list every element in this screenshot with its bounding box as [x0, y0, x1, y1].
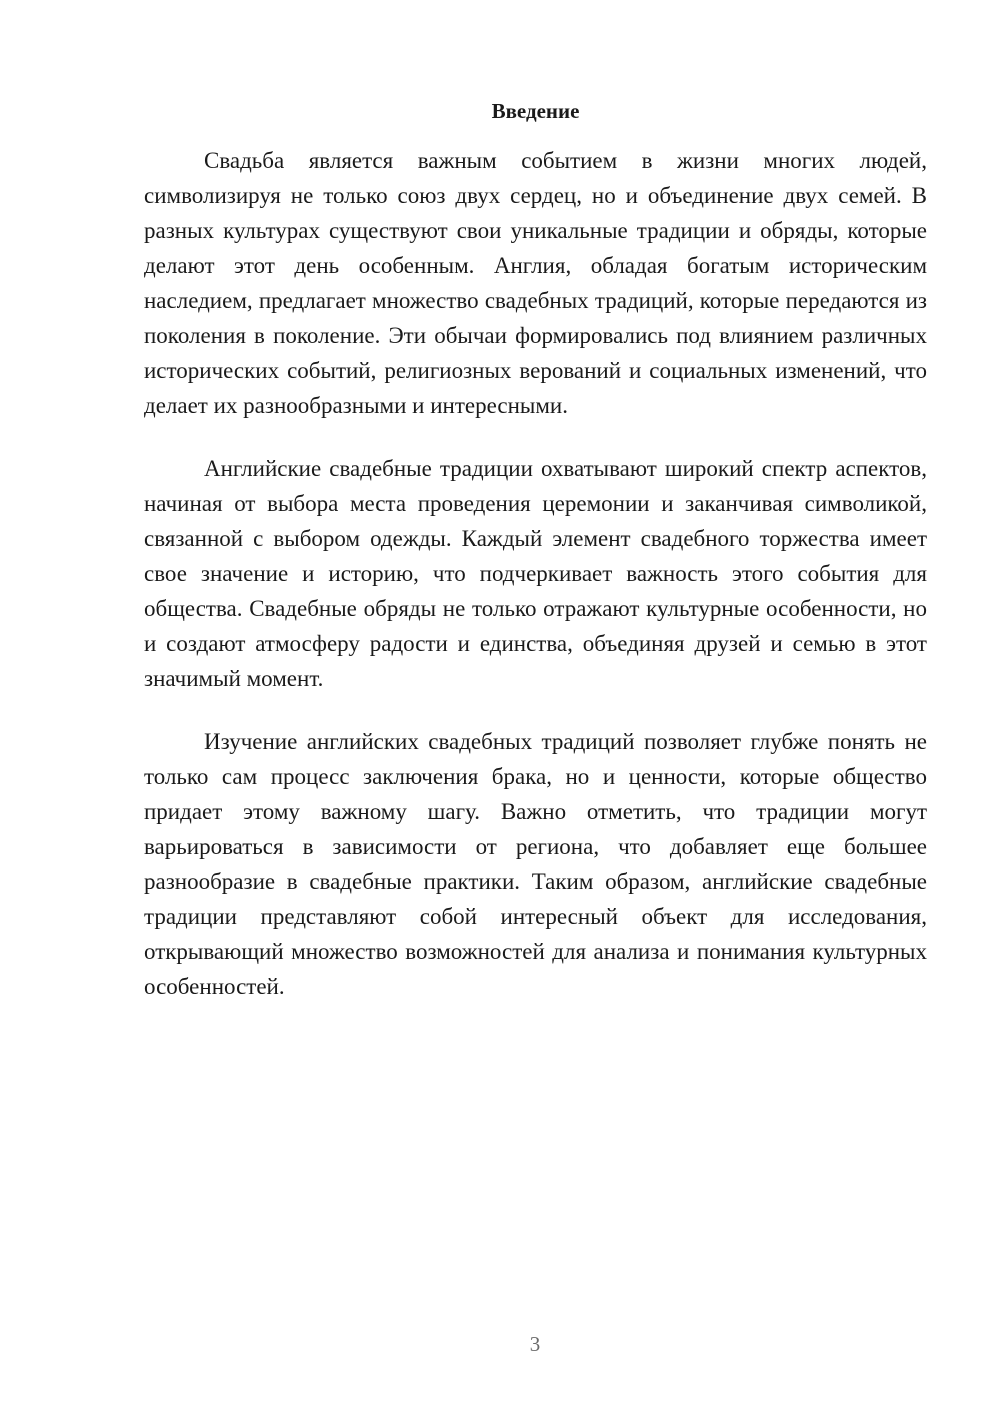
paragraph-1: Свадьба является важным событием в жизни многих людей, символизируя не только союз двух сердец, но и объединение двух семей. В разных культурах существуют свои уникальные традиции и обряды, которые делают этот день особенным. Англия, обладая богатым историческим наследием, предлагает множество свадебных традиций, которые передаются из поколения в поколение. Эти обычаи формировались под влиянием различных исторических событий, религиозных верований и социальных изменений, что делает их разнообразными и интересными. — [144, 148, 927, 418]
paragraph-3: Изучение английских свадебных традиций позволяет глубже понять не только сам процесс заключения брака, но и ценности, которые общество придает этому важному шагу. Важно отметить, что традиции могут варьироваться в зависимости от региона, что добавляет еще большее разнообразие в свадебные практики. Таким образом, английские свадебные традиции представляют собой интересный объект для исследования, открывающий множество возможностей для анализа и понимания культурных особенностей. — [144, 729, 927, 999]
body-text — [144, 143, 927, 1032]
page-number: 3 — [529, 1332, 541, 1356]
paragraph-2: Английские свадебные традиции охватывают широкий спектр аспектов, начиная от выбора места проведения церемонии и заканчивая символикой, связанной с выбором одежды. Каждый элемент свадебного торжества имеет свое значение и историю, что подчеркивает важность этого события для общества. Свадебные обряды не только отражают культурные особенности, но и создают атмосферу радости и единства, объединяя друзей и семью в этот значимый момент. — [144, 456, 927, 691]
section-heading: Введение — [491, 99, 580, 123]
